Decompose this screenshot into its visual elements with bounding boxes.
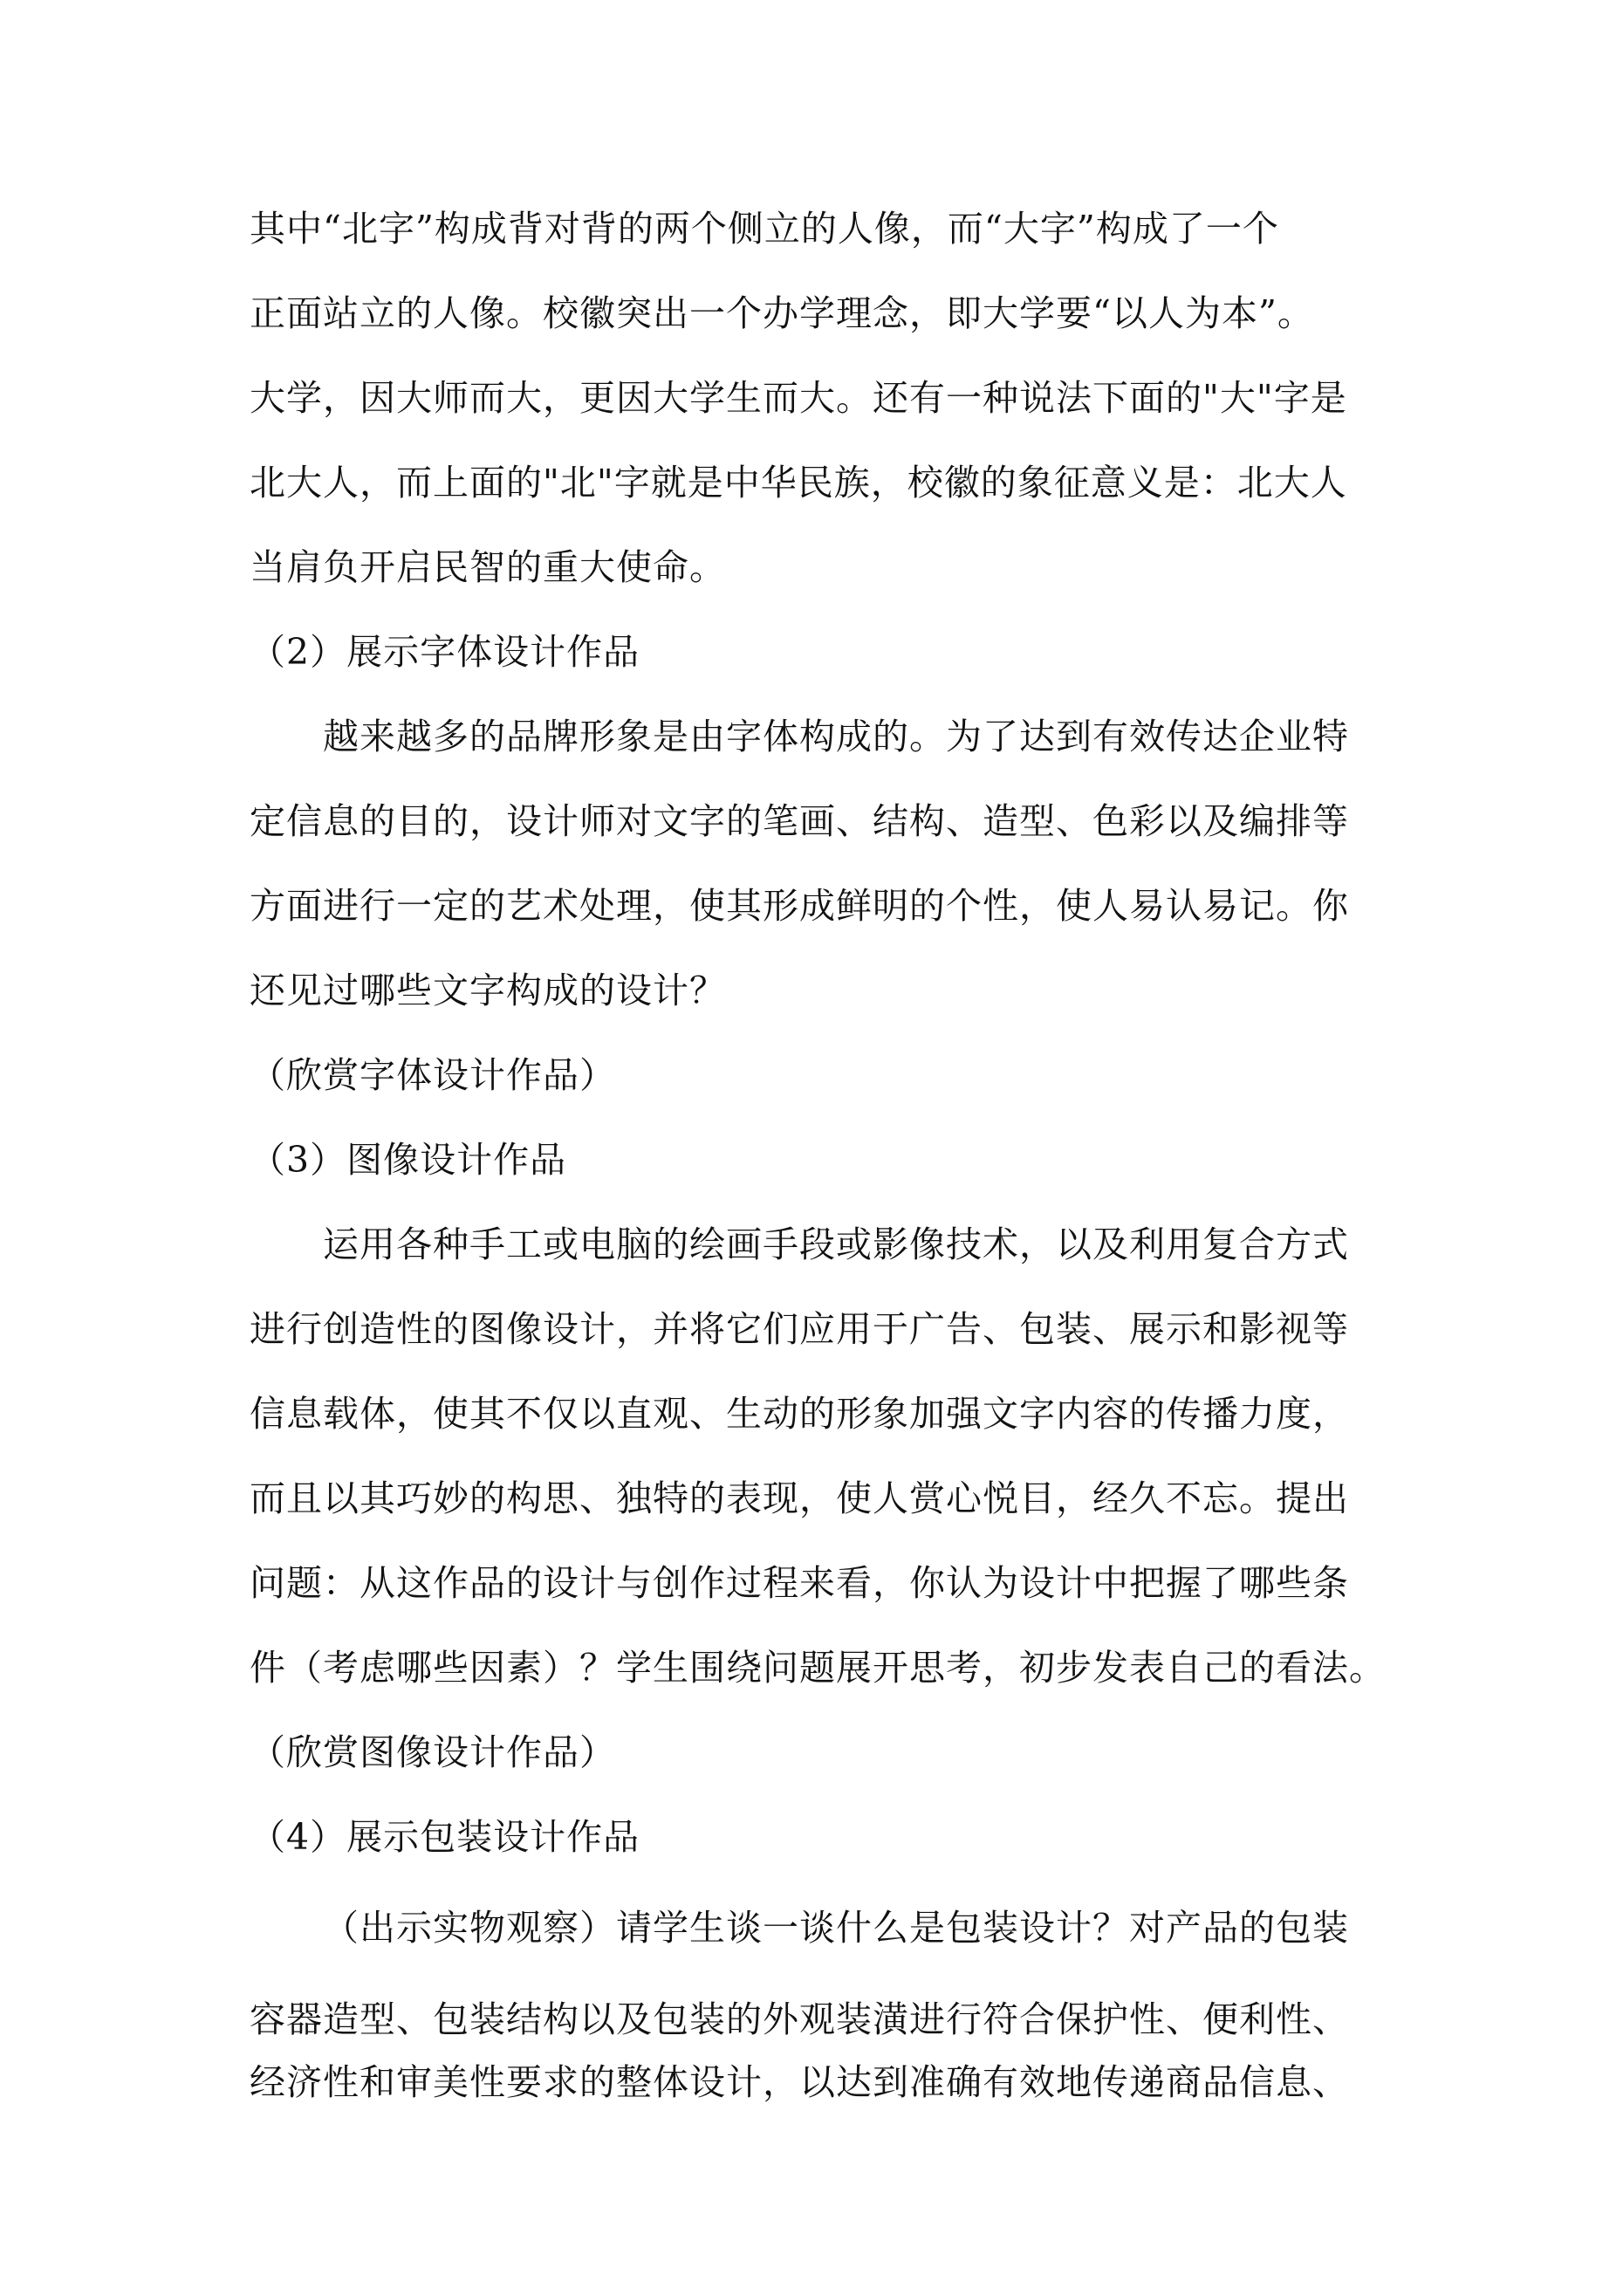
paragraph-line: 信息载体，使其不仅以直观、生动的形象加强文字内容的传播力度， bbox=[250, 1393, 1349, 1435]
paragraph-line: 运用各种手工或电脑的绘画手段或影像技术，以及利用复合方式 bbox=[323, 1223, 1349, 1265]
paragraph-line: 北大人，而上面的"北"字就是中华民族，校徽的象征意义是：北大人 bbox=[250, 462, 1347, 504]
paragraph-line: 件（考虑哪些因素）？学生围绕问题展开思考，初步发表自己的看法。 bbox=[250, 1647, 1386, 1689]
paragraph-line: 而且以其巧妙的构思、独特的表现，使人赏心悦目，经久不忘。提出 bbox=[250, 1477, 1349, 1519]
activity-note: （欣赏图像设计作品） bbox=[250, 1731, 616, 1773]
section-heading-4: （4）展示包装设计作品 bbox=[250, 1816, 640, 1858]
paragraph-line: 其中“北字”构成背对背的两个侧立的人像，而“大字”构成了一个 bbox=[250, 208, 1279, 250]
activity-note: （欣赏字体设计作品） bbox=[250, 1054, 616, 1096]
paragraph-line: 定信息的目的，设计师对文字的笔画、结构、造型、色彩以及编排等 bbox=[250, 800, 1349, 842]
paragraph-line: 经济性和审美性要求的整体设计，以达到准确有效地传递商品信息、 bbox=[250, 2061, 1349, 2103]
paragraph-line: （出示实物观察）请学生谈一谈什么是包装设计？对产品的包装 bbox=[323, 1907, 1349, 1949]
paragraph-line: 正面站立的人像。校徽突出一个办学理念，即大学要“以人为本”。 bbox=[250, 292, 1314, 334]
paragraph-line: 当肩负开启民智的重大使命。 bbox=[250, 546, 726, 588]
paragraph-line: 还见过哪些文字构成的设计？ bbox=[250, 970, 726, 1011]
paragraph-line: 进行创造性的图像设计，并将它们应用于广告、包装、展示和影视等 bbox=[250, 1308, 1349, 1350]
paragraph-line: 问题：从这作品的设计与创作过程来看，你认为设计中把握了哪些条 bbox=[250, 1562, 1349, 1604]
paragraph-line: 方面进行一定的艺术处理，使其形成鲜明的个性，使人易认易记。你 bbox=[250, 885, 1349, 927]
section-heading-2: （2）展示字体设计作品 bbox=[250, 631, 640, 673]
paragraph-line: 容器造型、包装结构以及包装的外观装潢进行符合保护性、便利性、 bbox=[250, 1998, 1349, 2040]
section-heading-3: （3）图像设计作品 bbox=[250, 1139, 567, 1181]
paragraph-line: 大学，因大师而大，更因大学生而大。还有一种说法下面的"大"字是 bbox=[250, 377, 1347, 419]
paragraph-line: 越来越多的品牌形象是由字体构成的。为了达到有效传达企业特 bbox=[323, 716, 1349, 757]
